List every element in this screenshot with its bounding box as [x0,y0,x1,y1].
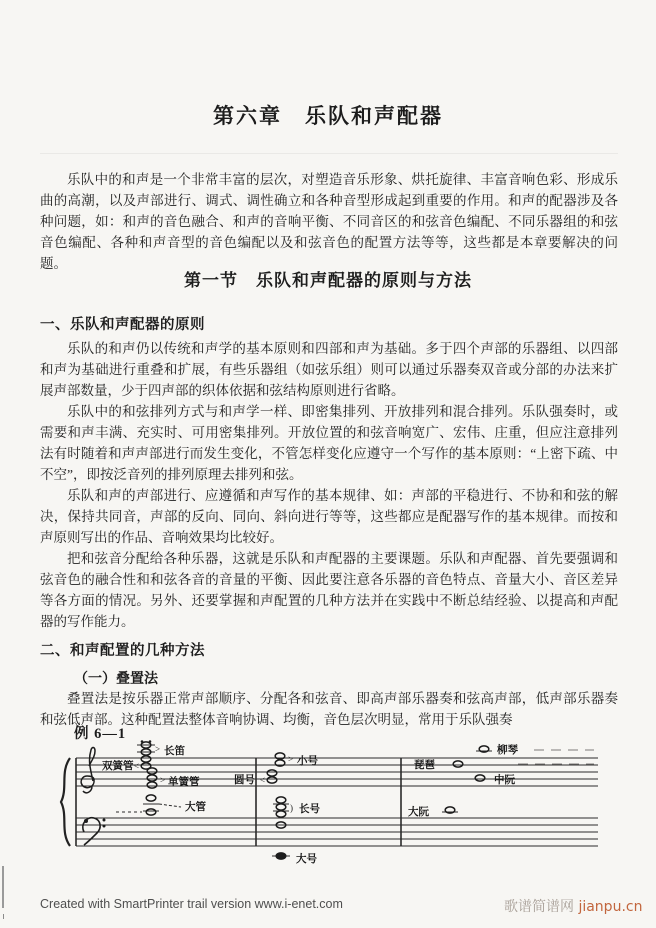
part2-heading: 二、和声配置的几种方法 [40,643,205,659]
part2-sub-heading: （一）叠置法 [74,672,158,687]
scan-edge-artifact [2,866,4,908]
site-name-cn: 歌谱简谱网 [504,899,574,915]
trombone-bracket: ) [290,803,293,813]
example-label: 例 6—1 [74,726,127,742]
score-label-zhongruan: 中阮 [494,775,515,786]
note-tuba [272,853,290,859]
chord-trombone [273,797,289,828]
part1-paragraph-3: 乐队和声的声部进行、应遵循和声写作的基本规律、如：声部的平稳进行、不协和和弦的解决，保持共同音，声部的反向、同向、斜向进行等等，这些都应是配器写作的基本规律。而按和声原则写出的作品、音响效果均比较好。 [40,488,618,545]
site-domain: jianpu.cn [578,899,643,915]
score-label-daruan: 大阮 [408,807,429,818]
score-label-pipa: 琵琶 [414,760,435,771]
part1-paragraph-1: 乐队的和声仍以传统和声学的基本原则和四部和声为基础。多于四个声部的乐器组、以四部和声为基础进行重叠和扩展，有些乐器组（如弦乐组）则可以通过乐器奏双音或分部的办法来扩展声部数量，少于四声部的织体依据和弦结构原则进行省略。 [40,341,618,398]
score-label-tuba: 大号 [296,854,317,865]
note-pipa [453,761,594,767]
score-label-bassoon: 大管 [185,802,206,813]
printer-watermark: Created with SmartPrinter trail version www.i-enet.com [40,897,343,911]
system-brace [61,758,70,846]
note-liuqin [476,746,594,752]
chord-trumpet [275,753,285,766]
scan-shadow-line [40,153,618,154]
score-label-liuqin: 柳琴 [497,745,518,756]
scan-edge-tick [3,914,4,919]
staff-lines [76,758,598,846]
bass-clef-icon [83,818,106,845]
part2-paragraph: 叠置法是按乐器正常声部顺序、分配各和弦音、即高声部乐器奏和弦高声部，低声部乐器奏和弦低声部。这种配置法整体音响协调、均衡，音色层次明显，常用于乐队强奏 [40,691,618,727]
chord-bassoon [116,795,181,815]
score-label-oboe: 双簧管 [102,761,134,772]
part1-paragraph-2: 乐队中的和弦排列方式与和声学一样、即密集排列、开放排列和混合排列。乐队强奏时，或需要和声丰满、充实时、可用密集排列。开放位置的和弦音响宽广、宏伟、庄重，但应注意排列法有时随着和声声部进行而发生变化，不管怎样变化应遵守一个写作的基本原则：“上密下疏、中不空”，即按泛音列的排列原理去排列和弦。 [40,404,618,482]
score-label-trumpet: 小号 [297,756,318,767]
part1-body [40,338,618,632]
part1-heading: 一、乐队和声配器的原则 [40,317,205,333]
chord-clarinet [147,768,157,788]
note-zhongruan [475,775,485,781]
score-label-trombone: 长号 [299,804,320,815]
oboe-bracket: < [134,761,140,771]
music-example-score [56,740,612,872]
clarinet-bracket: > [160,775,166,785]
part1-paragraph-4: 把和弦音分配给各种乐器，这就是乐队和声配器的主要课题。乐队和声配器、首先要强调和弦音色的融合性和和弦各音的音量的平衡、因此要注意各乐器的音色特点、音量大小、音区差异等各方面的情况。另外、还要掌握和声配置的几种方法并在实践中不断总结经验、以提高和声配器的写作能力。 [40,551,618,629]
flute-bracket: > [155,744,161,754]
score-label-horn: 圆号 [234,775,255,786]
score-label-clarinet: 单簧管 [168,777,200,788]
note-daruan [442,807,458,813]
intro-paragraph: 乐队中的和声是一个非常丰富的层次，对塑造音乐形象、烘托旋律、丰富音响色彩、形成乐曲的高潮，以及声部进行、调式、调性确立和各种音型形成起到重要的作用。和声的配器涉及各种问题，如：和声的音色融合、和声的音响平衡、不同音区的和弦音色编配、不同乐器组的和弦音色编配、各种和声音型的音色编配以及和弦音色的配置方法等等，这些都是本章要解决的问题。 [40,172,618,271]
horn-bracket: < [260,775,266,785]
section-title: 第一节 乐队和声配器的原则与方法 [184,271,472,290]
site-watermark [504,896,642,916]
chapter-title: 第六章 乐队和声配器 [213,104,443,128]
score-label-flute: 长笛 [164,746,185,757]
trumpet-bracket: > [288,754,294,764]
